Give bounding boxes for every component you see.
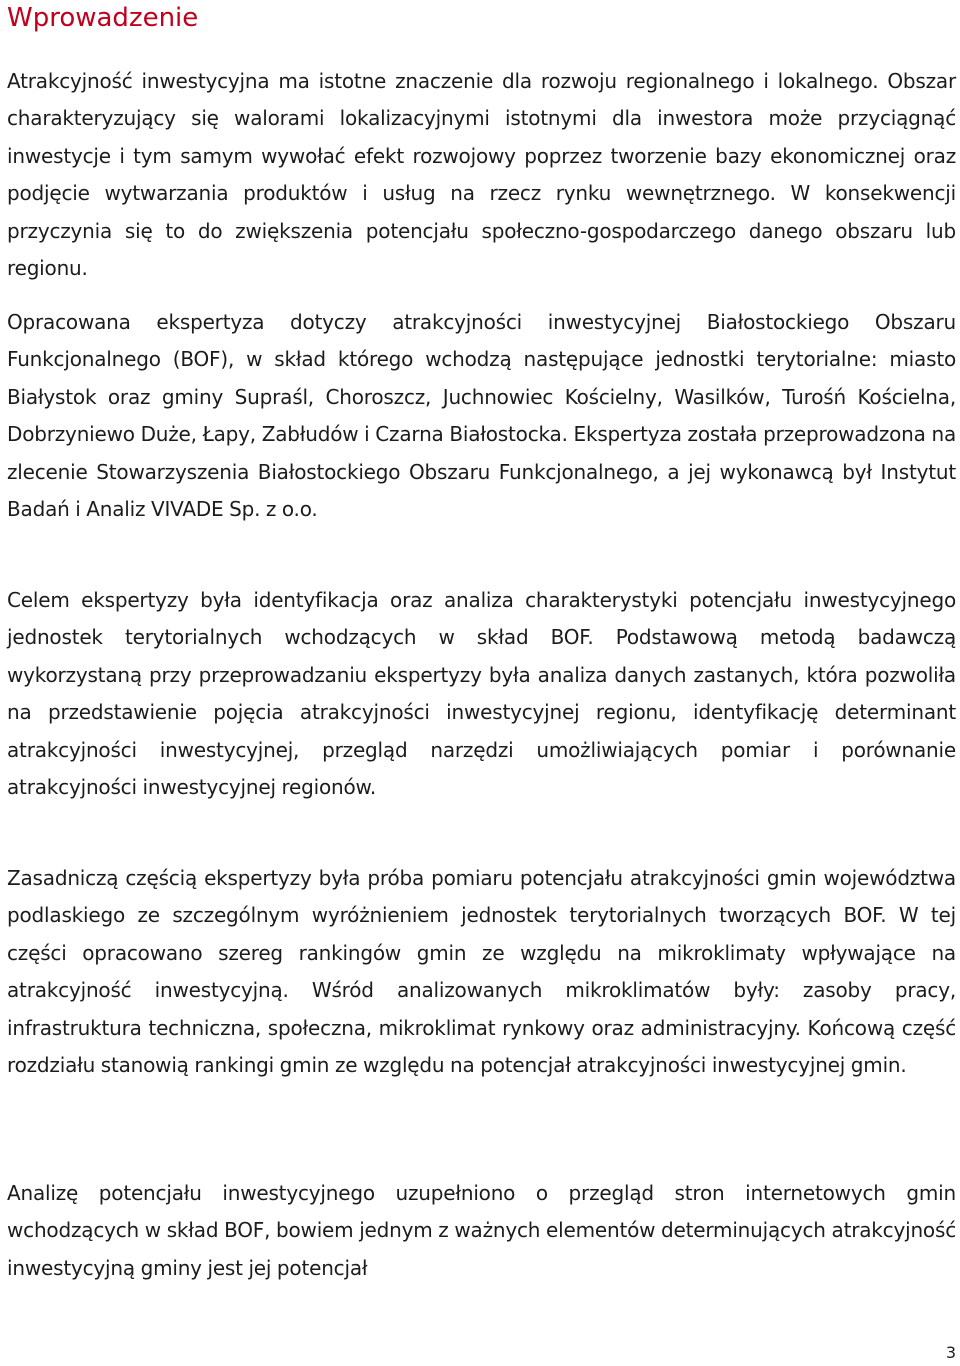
paragraph-intro: Atrakcyjność inwestycyjna ma istotne znaczenie dla rozwoju regionalnego i lokalnego. Obszar charakteryzujący się walorami lokalizacyjnymi istotnymi dla inwestora może przyciągnąć inwestycje i tym samym wywołać efekt rozwojowy poprzez tworzenie bazy ekonomicznej oraz podjęcie wytwarzania produktów i usług na rzecz rynku wewnętrznego. W konsekwencji przyczynia się to do zwiększenia potencjału społeczno-gospodarczego danego obszaru lub regionu.: [7, 69, 956, 281]
paragraph-rankings: Zasadniczą częścią ekspertyzy była próba pomiaru potencjału atrakcyjności gmin województwa podlaskiego ze szczególnym wyróżnieniem jednostek terytorialnych tworzących BOF. W tej części opracowano szereg rankingów gmin ze względu na mikroklimaty wpływające na atrakcyjność inwestycyjną. Wśród analizowanych mikroklimatów były: zasoby pracy, infrastruktura techniczna, społeczna, mikroklimat rynkowy oraz administracyjny. Końcową część rozdziału stanowią rankingi gmin ze względu na potencjał atrakcyjności inwestycyjnej gmin.: [7, 866, 956, 1078]
page-number: 3: [945, 1343, 956, 1362]
paragraph-scope: Opracowana ekspertyza dotyczy atrakcyjności inwestycyjnej Białostockiego Obszaru Funkcjonalnego (BOF), w skład którego wchodzą następujące jednostki terytorialne: miasto Białystok oraz gminy Supraśl, Choroszcz, Juchnowiec Kościelny, Wasilków, Turośń Kościelna, Dobrzyniewo Duże, Łapy, Zabłudów i Czarna Białostocka. Ekspertyza została przeprowadzona na zlecenie Stowarzyszenia Białostockiego Obszaru Funkcjonalnego, a jej wykonawcą był Instytut Badań i Analiz VIVADE Sp. z o.o.: [7, 310, 956, 522]
section-heading: Wprowadzenie: [7, 3, 199, 33]
document-page: [7, 0, 956, 1280]
paragraph-websites: Analizę potencjału inwestycyjnego uzupełniono o przegląd stron internetowych gmin wchodzących w skład BOF, bowiem jednym z ważnych elementów determinujących atrakcyjność inwestycyjną gminy jest jej potencjał: [7, 1181, 956, 1280]
paragraph-goal: Celem ekspertyzy była identyfikacja oraz analiza charakterystyki potencjału inwestycyjnego jednostek terytorialnych wchodzących w skład BOF. Podstawową metodą badawczą wykorzystaną przy przeprowadzaniu ekspertyzy była analiza danych zastanych, która pozwoliła na przedstawienie pojęcia atrakcyjności inwestycyjnej regionu, identyfikację determinant atrakcyjności inwestycyjnej, przegląd narzędzi umożliwiających pomiar i porównanie atrakcyjności inwestycyjnej regionów.: [7, 588, 956, 800]
